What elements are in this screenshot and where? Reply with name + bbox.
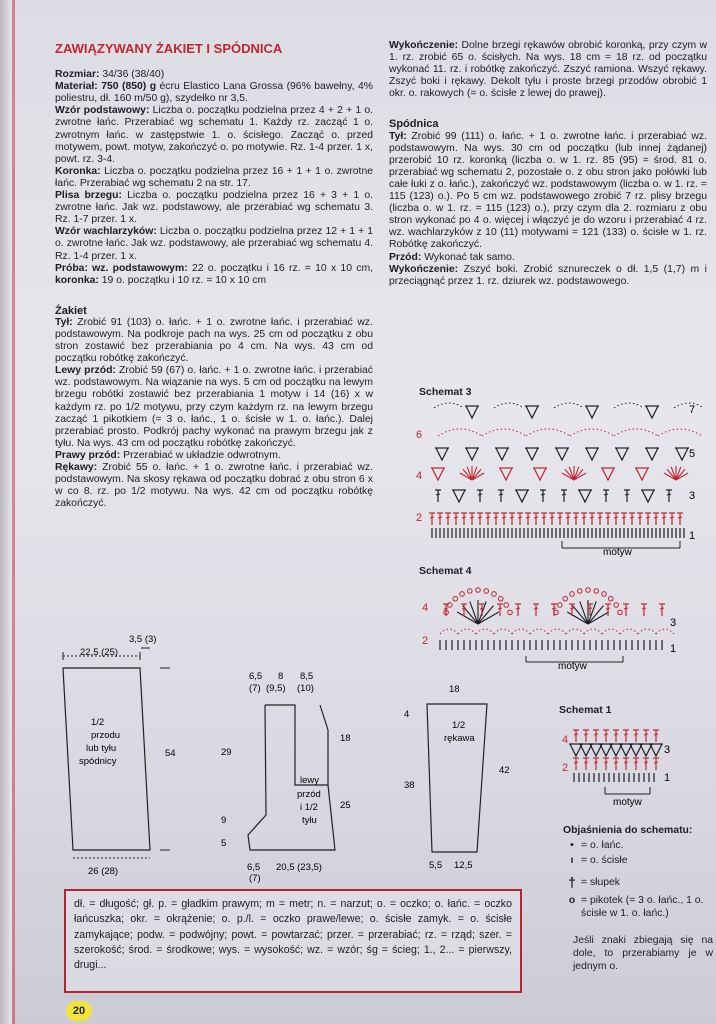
chain-arc xyxy=(476,629,494,634)
fan-stitch xyxy=(478,612,499,624)
dc-bar xyxy=(644,762,648,763)
picot-stitch xyxy=(614,603,619,608)
chain-arc xyxy=(554,403,584,408)
picot-stitch xyxy=(504,603,509,608)
dc-bar xyxy=(670,517,674,518)
dc-bar xyxy=(562,494,566,495)
left-front-para xyxy=(55,365,373,450)
chain-arc xyxy=(530,629,548,634)
chain-arc xyxy=(440,629,458,634)
abbreviations-text: dł. = długość; gł. p. = gładkim prawym; m = metr; n. = narzut; o. = oczko; o. łańc. = oczko łańcuszka; okr. = okrążenie; o. p./l. = oczko prawe/lewe; o. ścisłe zamyk. = o. ścisłe zamykające; podw. = podwójny; powt. = powtarzać; przer. = przerabiać; rz. = rząd; szer. = szerokość; środ. = środkowe; wys. = wysokość; wz. = wzór; śg = ścieg; 1., 2... = pierwszy, drugi... xyxy=(74,898,512,972)
scheme3-row-3: 3 xyxy=(689,490,696,502)
v-stitch xyxy=(620,744,632,756)
dc-bar xyxy=(654,762,658,763)
expl-row-chain xyxy=(563,839,713,852)
scheme4-symbols xyxy=(440,588,677,650)
v-stitch xyxy=(586,406,598,418)
expl-row-picot xyxy=(563,894,713,920)
dc-bar xyxy=(604,762,608,763)
dc-bar xyxy=(654,517,658,518)
front-top3b: (10) xyxy=(297,683,314,694)
dc-bar xyxy=(678,517,682,518)
sleeves-para xyxy=(55,462,373,510)
dc-bar xyxy=(444,608,448,609)
picot-stitch xyxy=(453,596,458,601)
dc-bar xyxy=(624,608,628,609)
fan-stitch xyxy=(463,469,472,480)
scheme1-row-2: 2 xyxy=(562,762,569,774)
scheme3-row-2: 2 xyxy=(416,512,423,524)
dc-bar xyxy=(646,517,650,518)
skirt-label-1: 1/2 xyxy=(91,717,105,728)
chain-arc xyxy=(566,629,584,634)
fan-para xyxy=(55,226,373,262)
sleeve-h42: 42 xyxy=(499,765,510,776)
single-crochet-icon: ı xyxy=(570,855,574,866)
skirt-back-label: Tył: xyxy=(389,130,407,142)
dc-bar xyxy=(570,608,574,609)
picot-stitch xyxy=(602,592,607,597)
v-stitch xyxy=(496,448,508,460)
scheme1-row-3: 3 xyxy=(664,744,671,756)
left-front-label: Lewy przód: xyxy=(55,365,116,377)
fan-stitch xyxy=(667,469,676,480)
chain-arc xyxy=(658,429,702,436)
skirt-bottom-width: 26 (28) xyxy=(88,866,119,877)
skirt-corner-width: 3,5 (3) xyxy=(129,634,157,645)
right-front-label: Prawy przód: xyxy=(55,449,121,461)
v-stitch xyxy=(646,448,658,460)
scheme3-title: Schemat 3 xyxy=(419,386,472,398)
size-text: 34/36 (38/40) xyxy=(99,69,165,81)
scheme4-row-3: 3 xyxy=(670,617,677,629)
chain-arc xyxy=(438,429,482,436)
front-h29: 29 xyxy=(221,747,232,758)
basic-pattern-label: Wzór podstawowy: xyxy=(55,105,150,117)
dc-bar xyxy=(498,608,502,609)
size-para xyxy=(55,69,373,81)
explanations-note: Jeśli znaki zbiegają się na dole, to przerabiamy je w jednym o. xyxy=(573,935,713,972)
expl-row-sc xyxy=(563,854,713,867)
picot-stitch xyxy=(484,589,489,594)
back-para xyxy=(55,317,373,365)
size-label: Rozmiar: xyxy=(55,69,100,81)
left-column xyxy=(55,40,373,510)
basic-pattern-text: Liczba o. początku podzielna przez 4 + 2 + 1 o. zwrotne łańc. Przerabiać wg schematu 1. Każdy rz. zacząć 1 o. zwrotnym łańc. w zastępstwie 1. o. ścisłego. Zacząć o. przed motywem, powt. motyw, zakończyć o. po motywie. Rz. 1-4 przer. 1 x, powt. rz. 3-4. xyxy=(55,105,374,165)
abbreviations-box xyxy=(64,889,522,993)
v-stitch xyxy=(466,406,478,418)
v-stitch xyxy=(432,468,444,480)
right-column xyxy=(389,40,707,288)
picot-stitch xyxy=(594,589,599,594)
dc-bar xyxy=(594,734,598,735)
finish-text: Dolne brzegi rękawów obrobić koronką, przy czym w 1. rz. zrobić 65 o. ścisłych. Na wys. 18 cm = 18 rz. od początku wykonać 11. rz. i robótkę zakończyć. Zszyć ramiona. Wszyć rękawy. Zszyć boki i rękawy. Dekolt tyłu i proste brzegi przodów obrobić 1 okr. o. rakowych (= o. ścisłe z lewej do prawej). xyxy=(389,40,707,100)
chain-arc xyxy=(494,629,512,634)
dc-bar xyxy=(574,762,578,763)
scheme4-row-2: 2 xyxy=(422,635,429,647)
chain-arc xyxy=(526,429,570,436)
picot-stitch xyxy=(467,589,472,594)
dc-bar xyxy=(614,762,618,763)
book-spine xyxy=(0,0,12,1024)
scheme4-title: Schemat 4 xyxy=(419,565,472,577)
dc-bar xyxy=(486,517,490,518)
v-stitch xyxy=(580,744,592,756)
dc-bar xyxy=(582,517,586,518)
fan-stitch xyxy=(472,469,481,480)
fan-label: Wzór wachlarzyków: xyxy=(55,226,157,238)
chain-stitch-icon: • xyxy=(570,840,574,851)
chain-arc xyxy=(434,403,464,408)
scheme4-row-1: 1 xyxy=(670,643,677,655)
v-stitch xyxy=(579,490,591,502)
dc-bar xyxy=(590,517,594,518)
v-stitch xyxy=(610,744,622,756)
back-text: Zrobić 91 (103) o. łańc. + 1 o. zwrotne łańc. i przerabiać wz. podstawowym. Na podkroje pach na wys. 25 cm od początku z obu stron zostawić bez przerabiania po 4 cm. Na wys. 43 cm od początku robótkę zakończyć. xyxy=(55,316,373,365)
pleat-label: Plisa brzegu: xyxy=(55,190,122,202)
gauge-text2: 19 o. początku i 10 rz. = 10 x 10 cm xyxy=(98,274,267,286)
fan-stitch xyxy=(567,612,588,624)
chain-arc xyxy=(584,629,602,634)
chain-arc xyxy=(656,629,674,634)
front-h9: 9 xyxy=(221,815,227,826)
skirt-heading: Spódnica xyxy=(389,118,439,131)
picot-stitch xyxy=(577,589,582,594)
page-title: ZAWIĄZYWANY ŻAKIET I SPÓDNICA xyxy=(55,41,283,56)
scheme3-row-5: 5 xyxy=(689,448,696,460)
picot-stitch xyxy=(448,603,453,608)
sleeve-label-2: rękawa xyxy=(444,733,475,744)
v-stitch xyxy=(516,490,528,502)
dc-bar xyxy=(644,734,648,735)
right-front-text: Przerabiać w układzie odwrotnym. xyxy=(120,449,281,461)
dc-bar xyxy=(478,494,482,495)
v-stitch xyxy=(466,448,478,460)
dc-bar xyxy=(499,494,503,495)
dc-bar xyxy=(494,517,498,518)
fan-text: Liczba o. początku podzielna przez 12 + 1 + 1 o. zwrotne łańc. Jak wz. podstawowy, ale przerabiać wg schematu 4. Rz. 1-4 przer. 1 x. xyxy=(55,226,373,262)
dc-bar xyxy=(598,517,602,518)
skirt-label-3: lub tyłu xyxy=(86,743,117,754)
front-b2: 20,5 (23,5) xyxy=(276,862,322,873)
v-stitch xyxy=(646,406,658,418)
dc-bar xyxy=(614,734,618,735)
dc-bar xyxy=(584,734,588,735)
scheme4-chart xyxy=(418,576,688,672)
gauge-text: 22 o. początku i 16 rz. = 10 x 10 cm, xyxy=(187,262,373,274)
chain-arc xyxy=(570,429,614,436)
front-top1b: (7) xyxy=(249,683,261,694)
sleeve-b1: 5,5 xyxy=(429,860,443,871)
dc-bar xyxy=(588,608,592,609)
front-outline-bottom xyxy=(248,705,335,850)
front-h25: 25 xyxy=(340,800,351,811)
scheme4-row-4: 4 xyxy=(422,602,429,614)
dc-bar xyxy=(654,734,658,735)
scheme1-title: Schemat 1 xyxy=(559,704,612,716)
finish-label: Wykończenie: xyxy=(389,40,459,51)
dc-bar xyxy=(604,494,608,495)
back-label: Tył: xyxy=(55,316,73,328)
dc-bar xyxy=(552,608,556,609)
expl-text-sc: = o. ścisłe xyxy=(581,855,628,866)
lace-text: Liczba o. początku podzielna przez 16 + 1 + 1 o. zwrotne łańc. Przerabiać wg schematu 2 na str. 17. xyxy=(55,165,373,189)
picot-stitch xyxy=(508,610,513,615)
picot-stitch xyxy=(586,588,591,593)
picot-stitch xyxy=(558,603,563,608)
v-stitch xyxy=(650,744,662,756)
fan-stitch xyxy=(574,469,583,480)
chain-arc xyxy=(614,429,658,436)
v-stitch xyxy=(436,448,448,460)
double-crochet-icon: † xyxy=(568,874,576,890)
dc-bar xyxy=(518,517,522,518)
picot-stitch xyxy=(476,588,481,593)
v-stitch xyxy=(500,468,512,480)
right-front-para xyxy=(55,450,373,462)
v-stitch xyxy=(642,490,654,502)
v-stitch xyxy=(600,744,612,756)
scheme3-row-6: 6 xyxy=(416,429,423,441)
skirt-diagram xyxy=(55,630,195,880)
fan-stitch xyxy=(478,606,493,624)
skirt-back-text: Zrobić 99 (111) o. łańc. + 1 o. zwrotne łańc. i przerabiać wz. podstawowym. Na wys. 30 cm od początku (lub innej żądanej) przerobić 10 rz. koronką (liczba o. w 1. rz. 85 (95) = środ. 81 o. przerabiać wg schematu 2, pozostałe o. z obu stron jako połówki lub całe łuki z o. łańc.), zakończyć wz. podstawowym (liczba o. w 1. rz. = 115 (123) o.). Po 5 cm wz. podstawowego zrobić 7 rz. plisy brzegu (liczba o. w 1. rz. = 115 (123) o.), przy czym dla 2. rozmiaru z obu stron wykonać po 4 o. więcej i włączyć je do wzoru i przerabiać 4 rz. wz. wachlarzyków z 10 (11) motywami = 121 (133) o. ścisłe w 1. rz. Robótkę zakończyć. xyxy=(389,130,707,251)
sleeves-label: Rękawy: xyxy=(55,462,98,473)
fan-stitch xyxy=(676,469,685,480)
expl-row-dc xyxy=(563,876,713,889)
dc-bar xyxy=(594,762,598,763)
scheme1-symbols xyxy=(569,730,663,782)
front-b1b: (7) xyxy=(249,873,261,884)
v-stitch xyxy=(453,490,465,502)
explanations-title: Objaśnienia do schematu: xyxy=(563,825,693,836)
front-label-2: przód xyxy=(297,789,321,800)
fan-stitch xyxy=(457,612,478,624)
fan-stitch xyxy=(588,612,609,624)
dc-bar xyxy=(614,517,618,518)
skirt-finish-para xyxy=(389,264,707,288)
skirt-top-width: 22,5 (25) xyxy=(80,647,119,658)
skirt-label-4: spódnicy xyxy=(79,756,117,767)
page-number: 20 xyxy=(66,1001,92,1021)
dc-bar xyxy=(534,517,538,518)
dc-bar xyxy=(638,517,642,518)
dc-bar xyxy=(516,608,520,609)
scheme3-row-1: 1 xyxy=(689,530,696,542)
scheme3-row-7: 7 xyxy=(689,404,696,416)
pleat-text: Liczba o. początku podzielna przez 16 + 3 + 1 o. zwrotne łańc. Jak wz. podstawowy, ale przerabiać wg schematu 3. Rz. 1-7 przer. 1 x. xyxy=(55,190,374,226)
fan-stitch xyxy=(588,601,596,624)
skirt-front-label: Przód: xyxy=(389,251,422,263)
dc-bar xyxy=(584,762,588,763)
front-top2: 8 xyxy=(278,671,284,682)
dc-bar xyxy=(478,517,482,518)
sleeve-label-1: 1/2 xyxy=(452,720,466,731)
dc-bar xyxy=(550,517,554,518)
v-stitch xyxy=(616,448,628,460)
front-label-3: i 1/2 xyxy=(300,802,318,813)
chain-arc xyxy=(482,429,526,436)
front-top2b: (9,5) xyxy=(266,683,286,694)
scheme3-symbols xyxy=(429,403,704,538)
dc-bar xyxy=(566,517,570,518)
dc-bar xyxy=(642,608,646,609)
expl-text-picot: = pikotek (= 3 o. łańc., 1 o. ścisłe w 1. o. łańc.) xyxy=(581,895,704,919)
dc-bar xyxy=(634,762,638,763)
fan-stitch xyxy=(580,601,588,624)
dc-bar xyxy=(606,517,610,518)
material-para xyxy=(55,81,373,105)
scheme1-motif-label: motyw xyxy=(613,797,642,808)
dc-bar xyxy=(574,517,578,518)
explanations xyxy=(563,824,713,973)
scheme3-motif-label: motyw xyxy=(603,547,632,558)
front-diagram xyxy=(200,665,360,885)
dc-bar xyxy=(510,517,514,518)
dc-bar xyxy=(542,517,546,518)
left-front-text: Zrobić 59 (67) o. łańc. + 1 o. zwrotne łańc. i przerabiać wz. podstawowym. Na wiązanie na wys. 5 cm od początku na lewym brzegu robótki zostawić bez przerabiania 1 motyw i 14 (16) x w każdym rz. po 1/2 motywu, przy czym każdym rz. na lewym brzegu zacząć 1 pikotkiem (= 3 o. łańc., 1 o. ścisłe w 1. o. łańc.). Dalej przerabiać prosto. Podkrój pachy wykonać na prawym brzegu jak z tyłu. Na wys. 43 cm od początku robótkę zakończyć. xyxy=(55,365,373,449)
front-b1: 6,5 xyxy=(247,862,261,873)
sleeve-left: 4 xyxy=(404,709,410,720)
dc-bar xyxy=(454,517,458,518)
fan-stitch xyxy=(565,469,574,480)
v-stitch xyxy=(556,448,568,460)
chain-arc xyxy=(548,629,566,634)
chain-arc xyxy=(614,403,644,408)
picot-stitch xyxy=(492,592,497,597)
v-stitch xyxy=(534,468,546,480)
dc-bar xyxy=(430,517,434,518)
v-stitch xyxy=(602,468,614,480)
picot-stitch xyxy=(618,610,623,615)
dc-bar xyxy=(470,517,474,518)
finish-para xyxy=(389,40,707,100)
chain-arc xyxy=(638,629,656,634)
dc-bar xyxy=(446,517,450,518)
expl-text-dc: = słupek xyxy=(581,877,620,888)
skirt-front-para xyxy=(389,252,707,264)
jacket-heading: Żakiet xyxy=(55,304,87,317)
v-stitch xyxy=(676,448,688,460)
skirt-finish-label: Wykończenie: xyxy=(389,263,459,275)
fan-stitch xyxy=(573,606,588,624)
skirt-front-text: Wykonać tak samo. xyxy=(421,251,515,263)
front-label-4: tyłu xyxy=(302,815,317,826)
dc-bar xyxy=(436,494,440,495)
expl-text-chain: = o. łańc. xyxy=(581,840,624,851)
dc-bar xyxy=(502,517,506,518)
spine-accent xyxy=(12,0,15,1024)
dc-bar xyxy=(574,734,578,735)
dc-bar xyxy=(622,517,626,518)
dc-bar xyxy=(624,734,628,735)
picot-stitch xyxy=(498,596,503,601)
dc-bar xyxy=(625,494,629,495)
scheme4-motif-label: motyw xyxy=(558,661,587,672)
v-stitch xyxy=(526,448,538,460)
sleeve-h38: 38 xyxy=(404,780,415,791)
gauge-label2: koronka: xyxy=(55,274,99,286)
gauge-para xyxy=(55,263,373,287)
v-stitch xyxy=(630,744,642,756)
pleat-para xyxy=(55,190,373,226)
lace-para xyxy=(55,166,373,190)
dc-bar xyxy=(541,494,545,495)
chain-arc xyxy=(494,403,524,408)
front-outline-top xyxy=(265,705,328,785)
picot-stitch xyxy=(563,596,568,601)
picot-stitch xyxy=(570,592,575,597)
picot-stitch xyxy=(608,596,613,601)
sleeve-diagram xyxy=(392,672,522,872)
dc-bar xyxy=(462,517,466,518)
dc-bar xyxy=(667,494,671,495)
front-h18: 18 xyxy=(340,733,351,744)
chain-arc xyxy=(458,629,476,634)
v-stitch xyxy=(526,406,538,418)
v-stitch xyxy=(586,448,598,460)
sleeve-top: 18 xyxy=(449,684,460,695)
gauge-label: Próba: wz. podstawowym: xyxy=(55,262,188,274)
dc-bar xyxy=(558,517,562,518)
dc-bar xyxy=(526,517,530,518)
v-stitch xyxy=(590,744,602,756)
v-stitch xyxy=(636,468,648,480)
dc-bar xyxy=(660,608,664,609)
sleeve-b2: 12,5 xyxy=(454,860,473,871)
v-stitch xyxy=(570,744,582,756)
picot-icon: o xyxy=(568,895,576,906)
sleeves-text: Zrobić 55 o. łańc. + 1 o. zwrotne łańc. i przerabiać wz. podstawowym. Na skosy rękawa od początku dobrać z obu stron 6 x w co 8. rz. po 1/2 motywu. Na wys. 42 cm od początku robótkę zakończyć. xyxy=(55,462,373,510)
scheme3-chart xyxy=(410,398,710,558)
chain-arc xyxy=(512,629,530,634)
lace-label: Koronka: xyxy=(55,165,101,177)
dc-bar xyxy=(634,734,638,735)
dc-bar xyxy=(630,517,634,518)
fan-stitch xyxy=(470,601,478,624)
skirt-height: 54 xyxy=(165,748,176,759)
dc-bar xyxy=(438,517,442,518)
material-label: Materiał: 750 (850) g xyxy=(55,81,157,93)
dc-bar xyxy=(606,608,610,609)
skirt-finish-text: Zszyć boki. Zrobić sznureczek o dł. 1,5 (1,7) m i przeciągnąć przez 1. rz. dziurek wz. podstawowego. xyxy=(389,263,707,287)
chain-arc xyxy=(602,629,620,634)
dc-bar xyxy=(624,762,628,763)
scheme1-chart xyxy=(558,728,678,810)
front-label-1: lewy xyxy=(300,775,320,786)
chain-arc xyxy=(620,629,638,634)
dc-bar xyxy=(604,734,608,735)
basic-pattern-para xyxy=(55,105,373,165)
picot-stitch xyxy=(460,592,465,597)
material-text: écru Elastico Lana Grossa (96% bawełny, 4% poliestru, dł. 160 m/50 g), szydełko nr 3,5. xyxy=(55,81,373,105)
front-top3: 8,5 xyxy=(300,671,314,682)
dc-bar xyxy=(662,517,666,518)
v-stitch xyxy=(640,744,652,756)
front-top1: 6,5 xyxy=(249,671,263,682)
dc-bar xyxy=(534,608,538,609)
front-h5: 5 xyxy=(221,838,227,849)
skirt-back-para xyxy=(389,131,707,252)
scheme3-row-4: 4 xyxy=(416,470,423,482)
scheme1-row-4: 4 xyxy=(562,734,569,746)
scheme1-row-1: 1 xyxy=(664,772,671,784)
skirt-label-2: przodu xyxy=(91,730,121,741)
